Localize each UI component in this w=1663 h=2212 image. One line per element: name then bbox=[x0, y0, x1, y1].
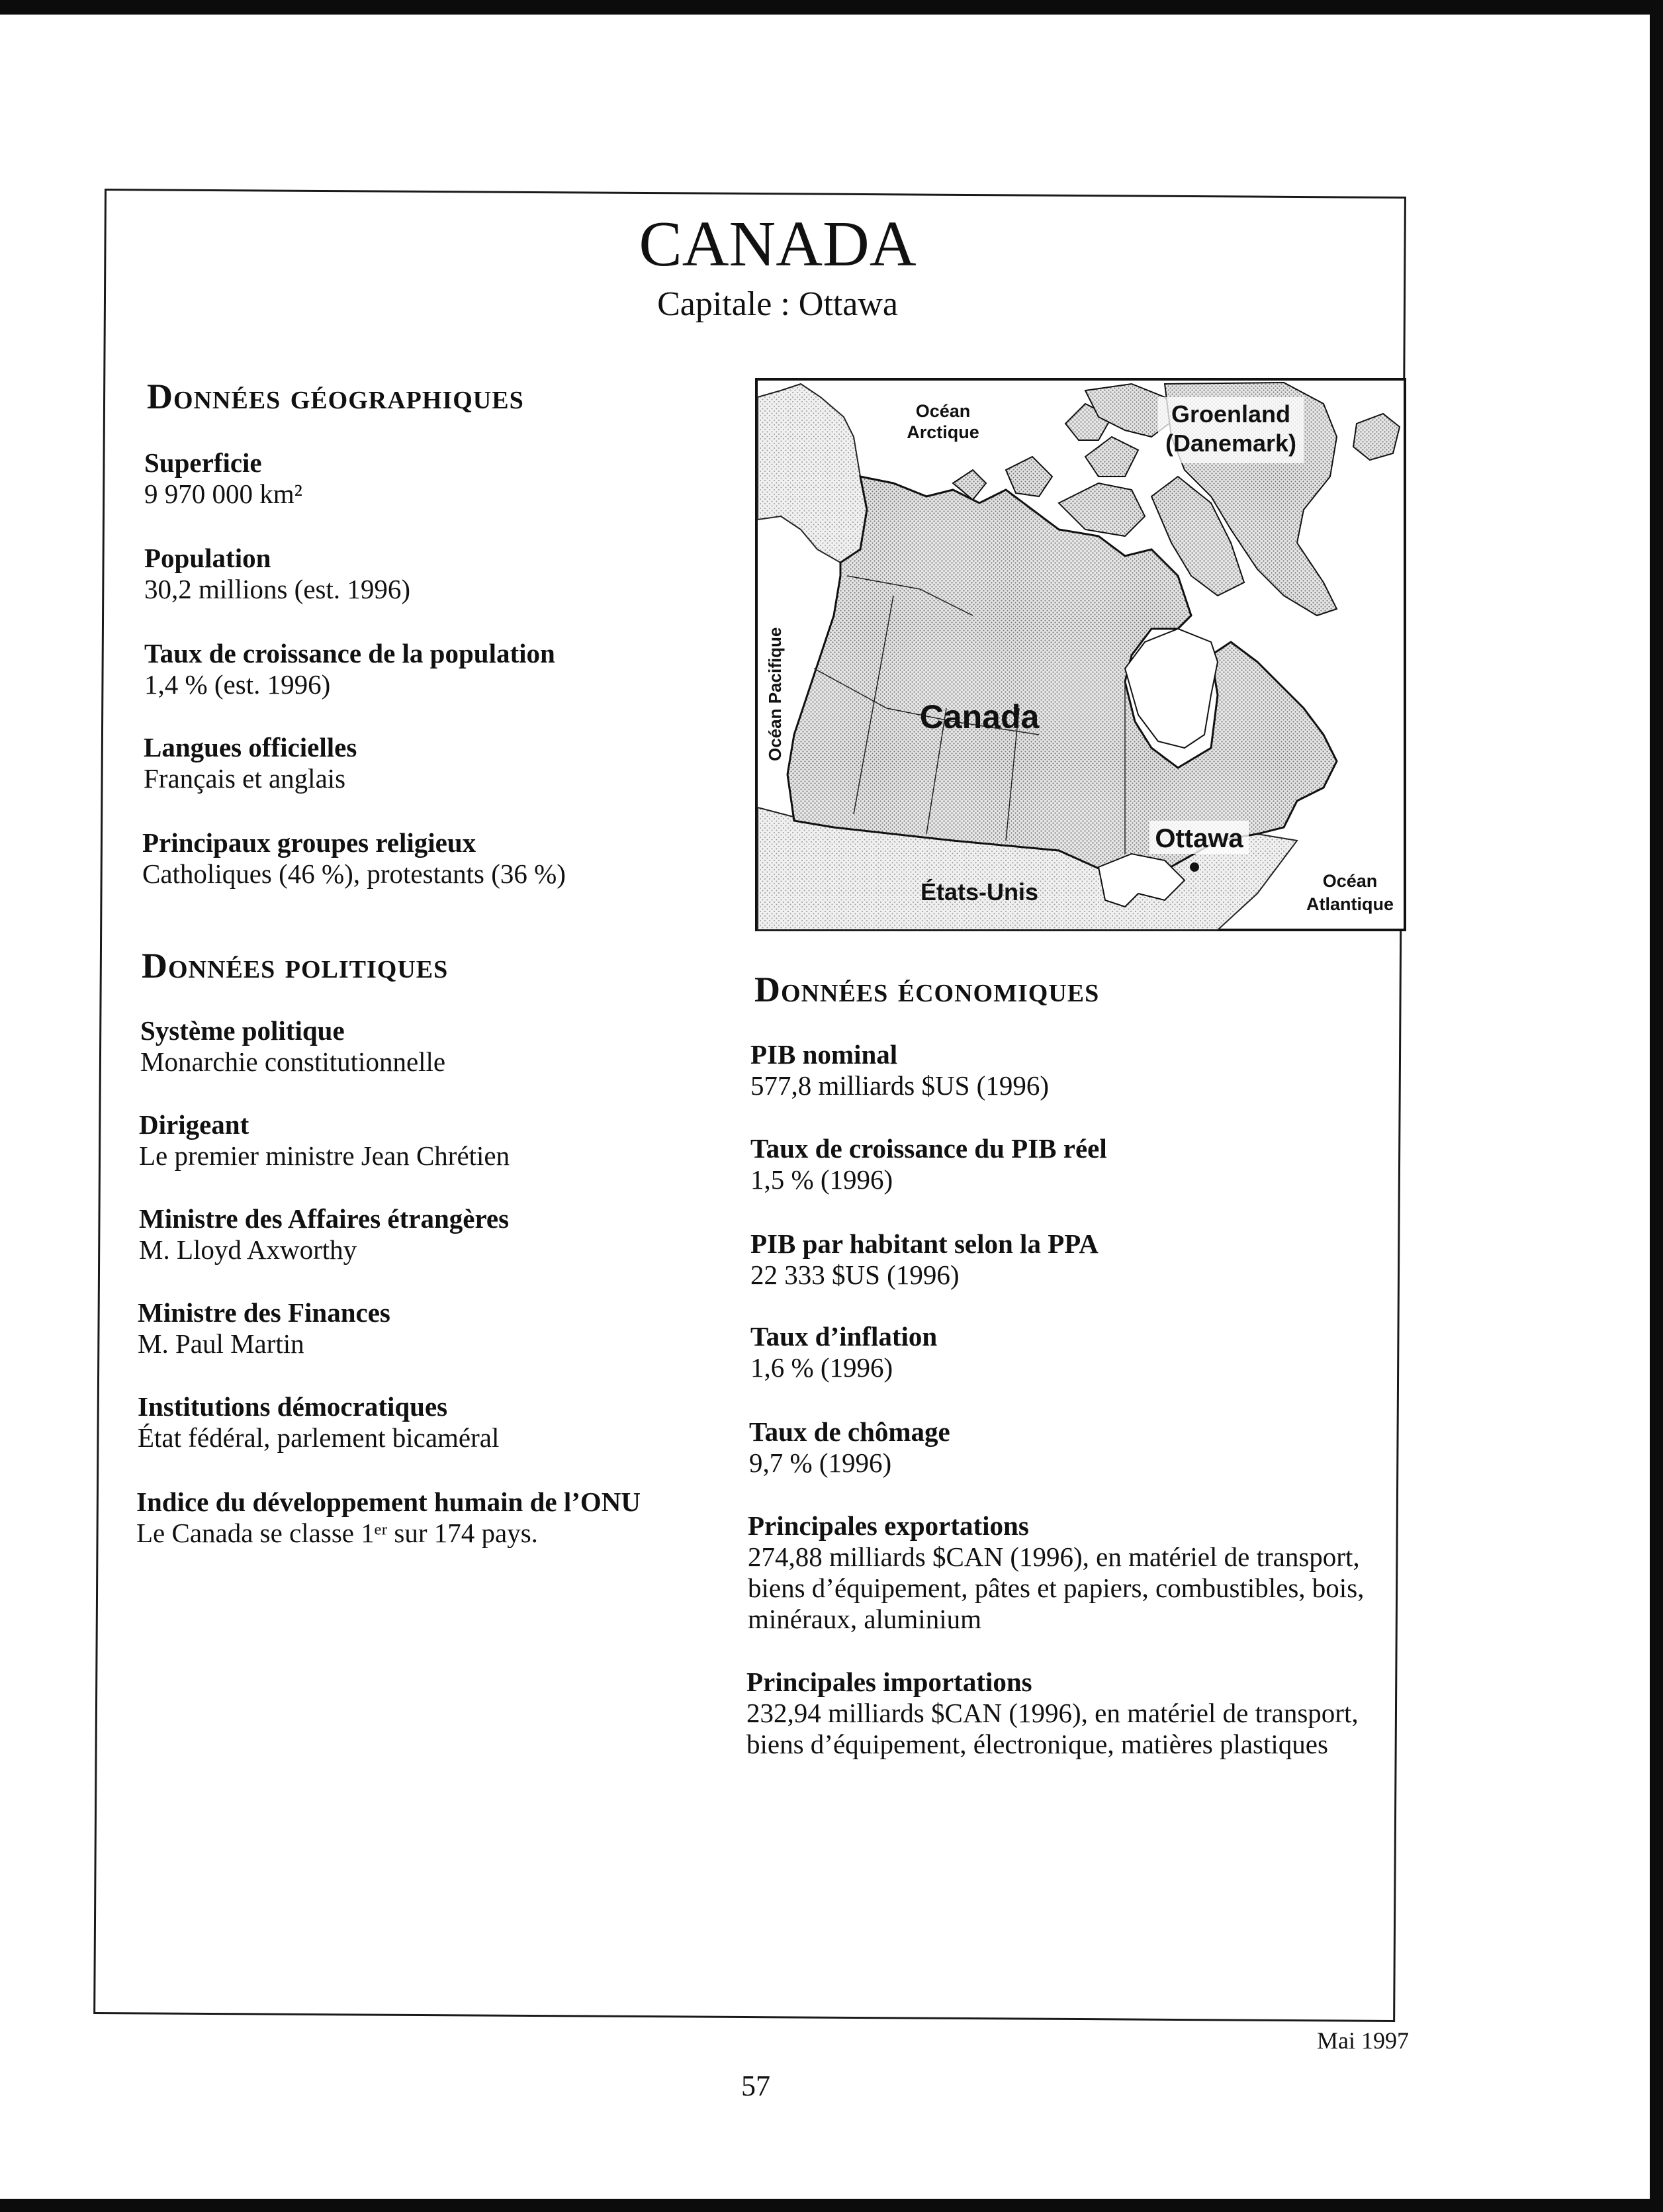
field-label: Dirigeant bbox=[139, 1109, 249, 1140]
field-label: Principales exportations bbox=[748, 1510, 1029, 1541]
field-value: 1,6 % (1996) bbox=[750, 1352, 893, 1383]
geo-languages bbox=[144, 732, 357, 794]
field-label: Principales importations bbox=[746, 1667, 1032, 1697]
footer-date: Mai 1997 bbox=[1317, 2027, 1409, 2054]
field-label: Taux de croissance de la population bbox=[144, 638, 555, 668]
pol-foreign bbox=[139, 1203, 509, 1266]
field-label: Taux de chômage bbox=[749, 1416, 950, 1447]
map-label-arctic: Arctique bbox=[907, 422, 979, 442]
map-label-ottawa: Ottawa bbox=[1155, 824, 1243, 853]
map-label-atlantic: Atlantique bbox=[1306, 894, 1394, 914]
map-label-usa: États-Unis bbox=[920, 878, 1039, 905]
field-label: Institutions démocratiques bbox=[138, 1391, 448, 1422]
map-label-greenland: (Danemark) bbox=[1165, 430, 1297, 457]
field-value: État fédéral, parlement bicaméral bbox=[138, 1422, 500, 1453]
pol-finance bbox=[138, 1297, 390, 1359]
pol-system bbox=[140, 1015, 445, 1078]
field-value: 1,5 % (1996) bbox=[750, 1164, 893, 1195]
field-value: 22 333 $US (1996) bbox=[750, 1260, 960, 1290]
ottawa-marker bbox=[1190, 862, 1199, 872]
page-number: 57 bbox=[741, 2070, 770, 2102]
pol-institutions bbox=[138, 1391, 499, 1453]
geo-religion bbox=[142, 827, 566, 890]
field-label: Système politique bbox=[140, 1015, 345, 1046]
scan-edge-right bbox=[1650, 0, 1663, 2212]
field-value: 1,4 % (est. 1996) bbox=[144, 669, 331, 700]
eco-growth bbox=[750, 1133, 1107, 1195]
map-label-pacific: Océan Pacifique bbox=[765, 627, 785, 761]
scan-edge-bottom bbox=[0, 2199, 1663, 2212]
field-value: 9,7 % (1996) bbox=[749, 1448, 892, 1478]
field-label: Taux d’inflation bbox=[750, 1321, 938, 1352]
map-label-atlantic: Océan bbox=[1322, 871, 1378, 891]
pol-leader bbox=[139, 1109, 510, 1172]
canada-map bbox=[754, 377, 1407, 932]
field-label: Superficie bbox=[144, 447, 262, 478]
capital-line: Capitale : Ottawa bbox=[657, 285, 898, 323]
field-value: Le premier ministre Jean Chrétien bbox=[139, 1140, 510, 1171]
eco-exports bbox=[748, 1510, 1423, 1635]
field-value: 9 970 000 km² bbox=[144, 479, 302, 509]
pol-heading: Données politiques bbox=[142, 946, 449, 986]
field-value: Français et anglais bbox=[144, 763, 346, 794]
page-title: CANADA bbox=[639, 208, 917, 280]
field-value: 232,94 milliards $CAN (1996), en matériel de transport, biens d’équipement, électronique, matières plastiques bbox=[746, 1698, 1359, 1759]
field-label: PIB nominal bbox=[750, 1039, 898, 1070]
field-label: PIB par habitant selon la PPA bbox=[750, 1228, 1099, 1259]
eco-imports bbox=[746, 1667, 1421, 1760]
field-value: M. Paul Martin bbox=[138, 1328, 304, 1359]
field-label: Taux de croissance du PIB réel bbox=[750, 1133, 1107, 1164]
geo-heading: Données géographiques bbox=[147, 377, 524, 416]
map-label-canada: Canada bbox=[919, 698, 1040, 735]
field-label: Ministre des Affaires étrangères bbox=[139, 1203, 510, 1234]
field-value: Catholiques (46 %), protestants (36 %) bbox=[142, 858, 566, 889]
field-label: Population bbox=[144, 543, 271, 573]
map-label-arctic: Océan bbox=[915, 401, 971, 421]
field-label: Principaux groupes religieux bbox=[142, 827, 476, 858]
eco-gdp-ppp bbox=[750, 1228, 1099, 1291]
geo-growth bbox=[144, 638, 555, 700]
field-label: Indice du développement humain de l’ONU bbox=[136, 1487, 641, 1517]
geo-area bbox=[144, 447, 302, 510]
field-label: Ministre des Finances bbox=[138, 1297, 390, 1328]
field-value: 30,2 millions (est. 1996) bbox=[144, 574, 411, 604]
field-value: 577,8 milliards $US (1996) bbox=[750, 1070, 1049, 1101]
map-label-greenland: Groenland bbox=[1171, 400, 1291, 428]
field-value: Monarchie constitutionnelle bbox=[140, 1046, 446, 1077]
pol-hdi bbox=[136, 1487, 641, 1549]
geo-population bbox=[144, 543, 410, 605]
scan-edge-top bbox=[0, 0, 1663, 15]
eco-heading: Données économiques bbox=[754, 970, 1100, 1009]
eco-inflation bbox=[750, 1321, 937, 1383]
field-value: 274,88 milliards $CAN (1996), en matériel de transport, biens d’équipement, pâtes et papiers, combustibles, bois, minéraux, aluminium bbox=[748, 1542, 1365, 1634]
field-label: Langues officielles bbox=[144, 732, 357, 762]
field-value: Le Canada se classe 1ᵉʳ sur 174 pays. bbox=[136, 1518, 538, 1548]
eco-gdp bbox=[750, 1039, 1049, 1101]
field-value: M. Lloyd Axworthy bbox=[139, 1234, 357, 1265]
eco-unemployment bbox=[749, 1416, 950, 1479]
